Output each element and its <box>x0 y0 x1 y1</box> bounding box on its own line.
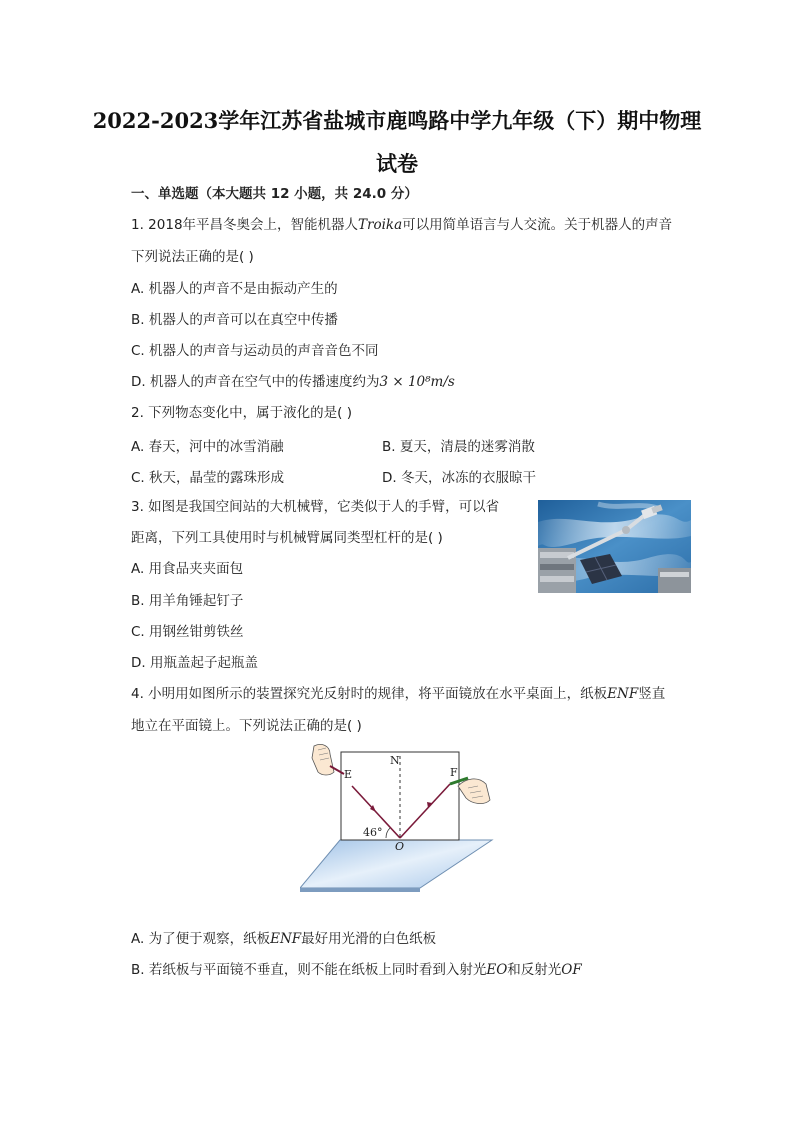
q3-option-a: A. 用食品夹夹面包 <box>131 561 244 577</box>
q4-stem-line1 <box>131 684 665 704</box>
exam-title-line1: 2022-2023学年江苏省盐城市鹿鸣路中学九年级（下）期中物理 <box>92 108 702 133</box>
q4-option-a-text-b: 最好用光滑的白色纸板 <box>301 931 437 947</box>
label-e: E <box>344 768 353 781</box>
q1-option-d-text: D. 机器人的声音在空气中的传播速度约为 <box>131 374 380 390</box>
q4-option-b-math1: EO <box>486 962 508 978</box>
reflection-diagram-svg <box>300 742 500 892</box>
left-hand-icon <box>312 744 344 775</box>
mirror-edge <box>300 888 420 892</box>
q2-option-c: C. 秋天，晶莹的露珠形成 <box>131 470 285 486</box>
q2-option-a: A. 春天，河中的冰雪消融 <box>131 439 284 455</box>
q3-option-d: D. 用瓶盖起子起瓶盖 <box>131 655 258 671</box>
q2-stem: 2. 下列物态变化中，属于液化的是( ) <box>131 405 352 421</box>
q4-stem-text-a: 4. 小明用如图所示的装置探究光反射时的规律，将平面镜放在水平桌面上，纸板 <box>131 686 608 702</box>
section-heading: 一、单选题（本大题共 12 小题，共 24.0 分） <box>131 186 418 202</box>
q1-option-a: A. 机器人的声音不是由振动产生的 <box>131 281 338 297</box>
q4-option-a-text-a: A. 为了便于观察，纸板 <box>131 931 271 947</box>
q4-option-b-text-mid: 和反射光 <box>507 962 562 978</box>
paper-board-enf <box>341 752 459 840</box>
q4-option-a <box>131 929 436 949</box>
q3-option-c: C. 用钢丝钳剪铁丝 <box>131 624 244 640</box>
q1-stem-math: Troika <box>358 217 403 233</box>
angle-label: 46° <box>363 826 383 839</box>
label-n: N <box>390 754 400 767</box>
q2-option-d: D. 冬天，冰冻的衣服晾干 <box>382 470 536 486</box>
space-station-arm-illustration <box>538 500 691 593</box>
q4-stem-math: ENF <box>607 686 639 702</box>
q3-stem-line2: 距离，下列工具使用时与机械臂属同类型杠杆的是( ) <box>131 530 443 546</box>
q1-stem-line2: 下列说法正确的是( ) <box>131 249 254 265</box>
q2-options-row2 <box>131 466 633 486</box>
q4-stem-line2: 地立在平面镜上。下列说法正确的是( ) <box>131 718 362 734</box>
q1-option-d <box>131 372 455 392</box>
q1-option-d-math: 3 × 10⁸m/s <box>379 374 455 390</box>
q3-option-b: B. 用羊角锤起钉子 <box>131 593 244 609</box>
q1-stem-text-a: 1. 2018年平昌冬奥会上，智能机器人 <box>131 217 359 233</box>
q1-stem-text-b: 可以用简单语言与人交流。关于机器人的声音 <box>402 217 673 233</box>
q3-stem-line1: 3. 如图是我国空间站的大机械臂，它类似于人的手臂，可以省 <box>131 499 500 515</box>
q4-option-b-math2: OF <box>561 962 582 978</box>
label-o: O <box>395 840 405 853</box>
label-f: F <box>450 766 458 779</box>
exam-title-line2: 试卷 <box>376 151 418 176</box>
q1-option-b: B. 机器人的声音可以在真空中传播 <box>131 312 338 328</box>
light-reflection-diagram <box>300 742 500 892</box>
q2-options-row1 <box>131 435 633 455</box>
space-station-arm-photo <box>538 500 691 593</box>
q1-stem-line1 <box>131 215 672 235</box>
q4-option-b-text-a: B. 若纸板与平面镜不垂直，则不能在纸板上同时看到入射光 <box>131 962 487 978</box>
q1-option-c: C. 机器人的声音与运动员的声音音色不同 <box>131 343 379 359</box>
q4-option-b <box>131 960 582 980</box>
q4-option-a-math: ENF <box>270 931 302 947</box>
q4-stem-text-b: 竖直 <box>638 686 666 702</box>
q2-option-b: B. 夏天，清晨的迷雾消散 <box>382 439 535 455</box>
